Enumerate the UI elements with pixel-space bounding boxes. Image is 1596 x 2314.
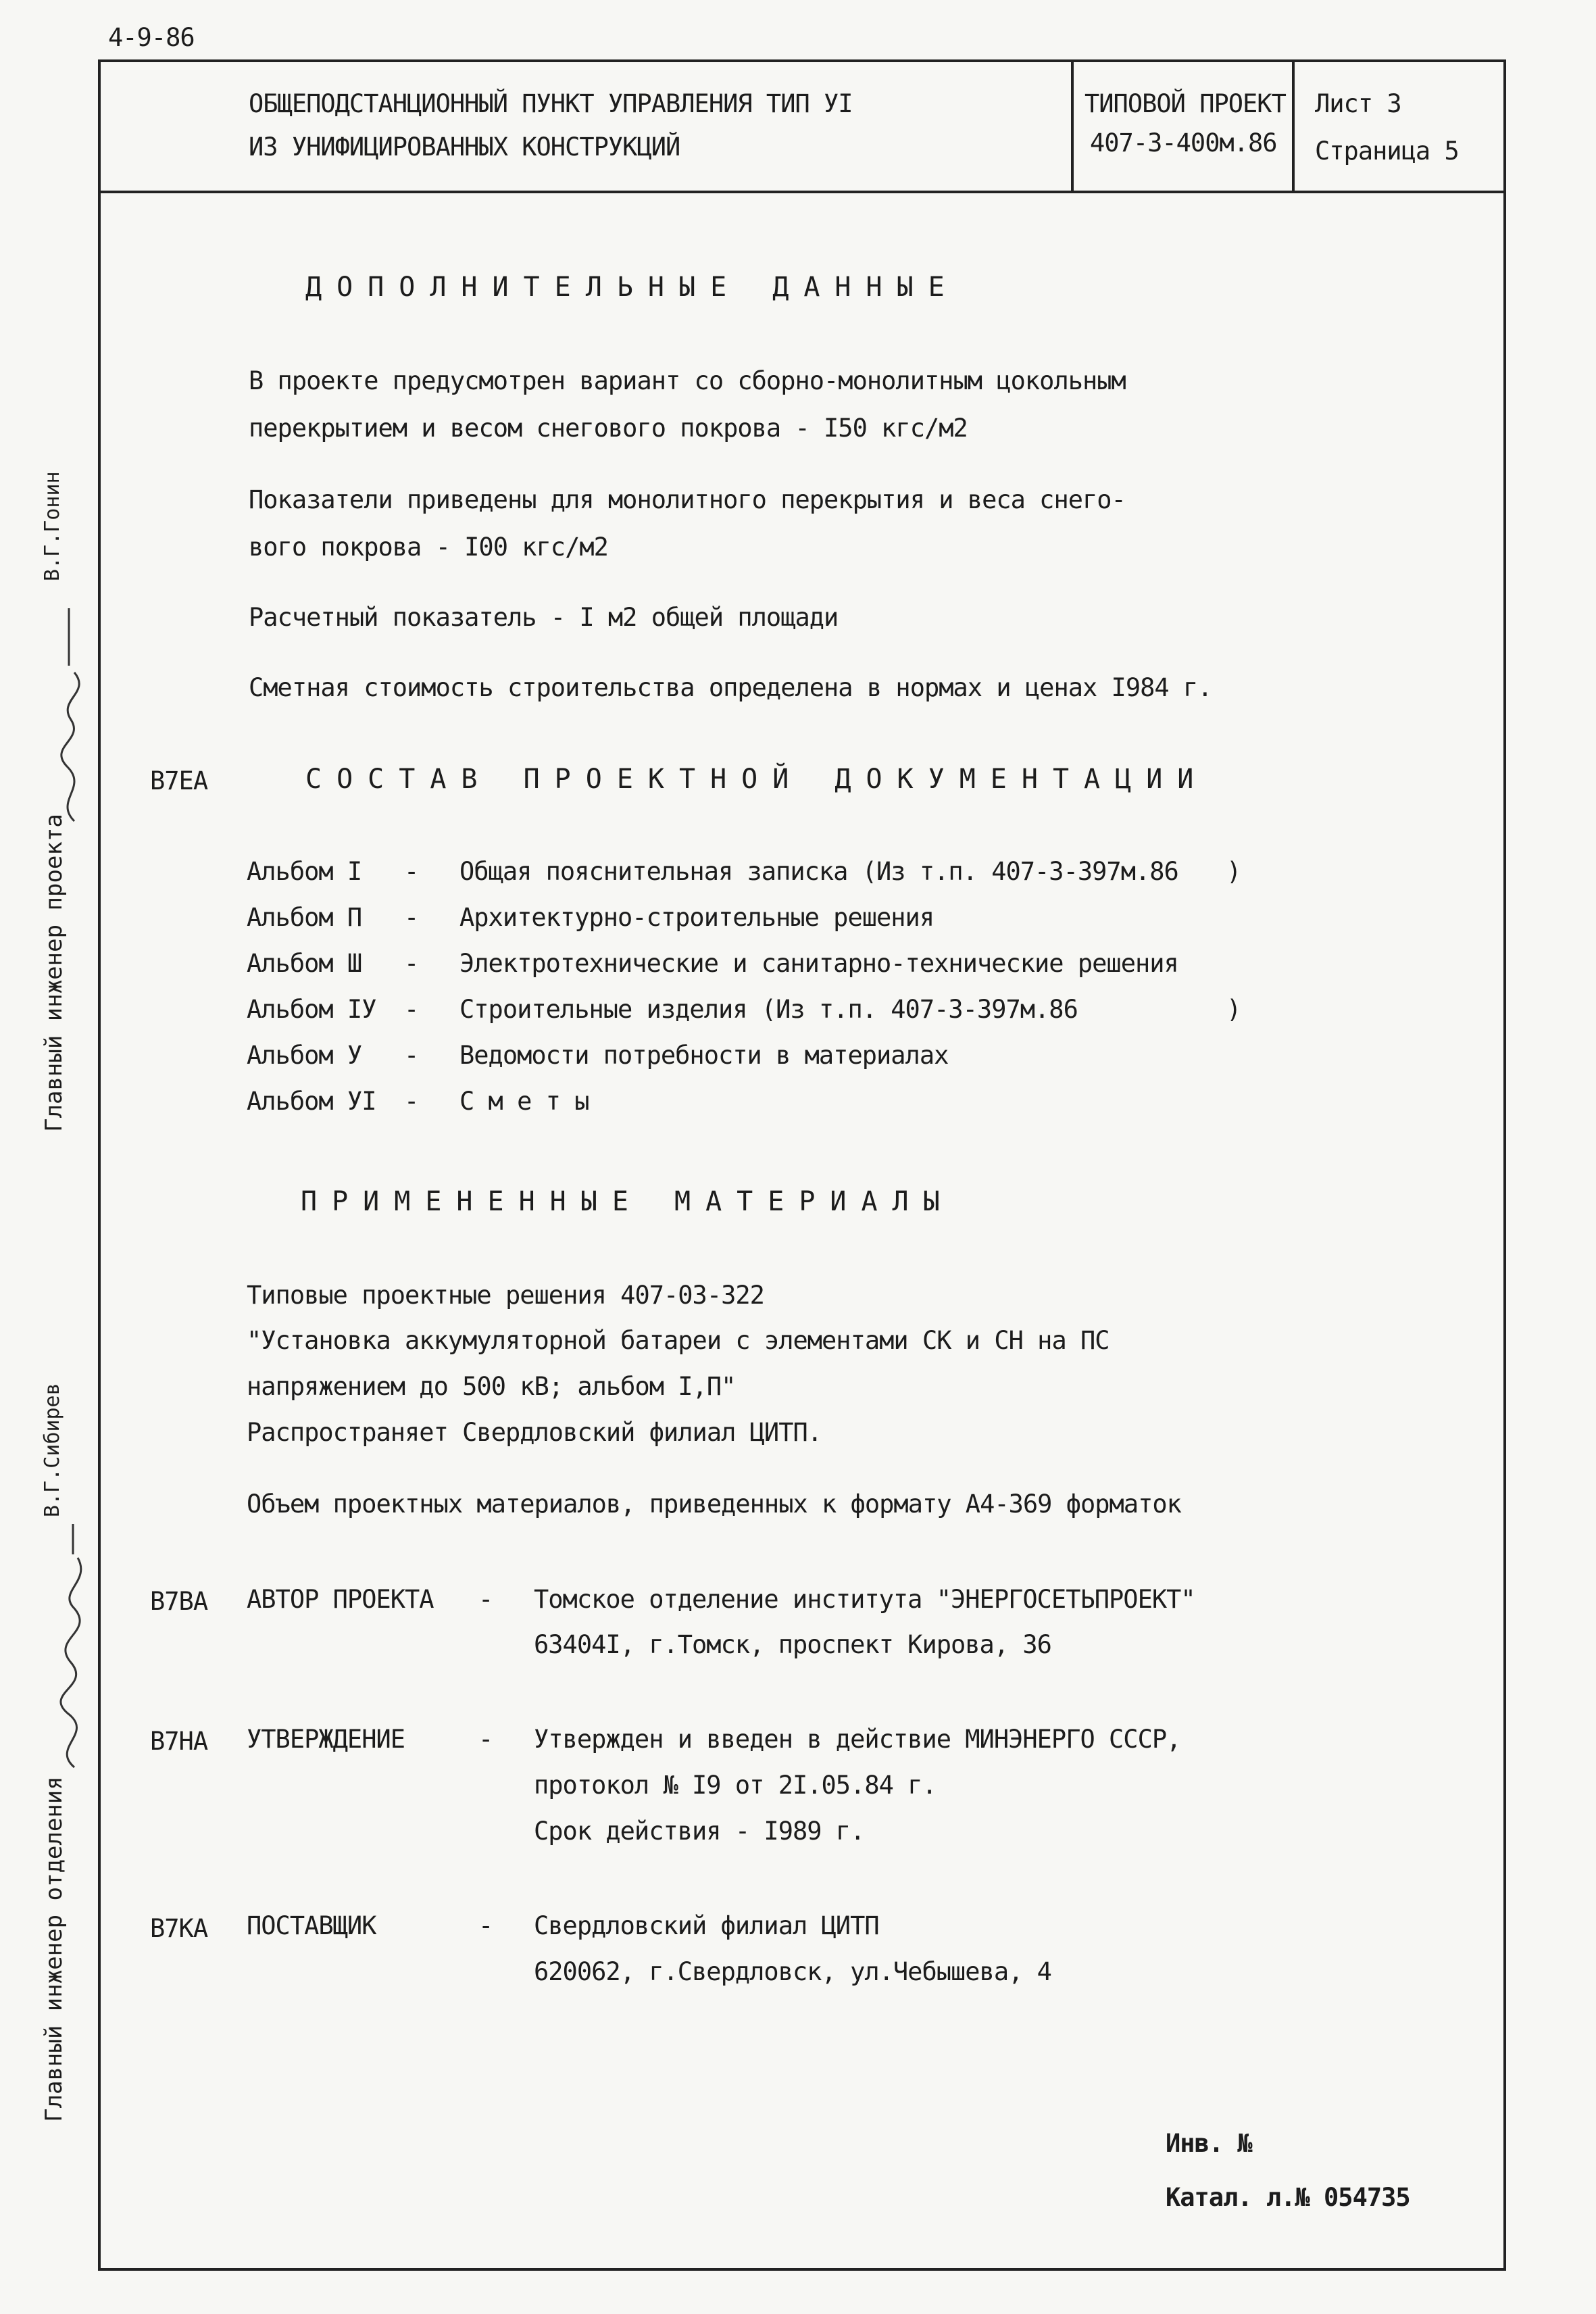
header-vline-2 (1292, 59, 1295, 192)
supplier-line1: Свердловский филиал ЦИТП (534, 1911, 879, 1940)
signature-chief-dept (27, 1517, 108, 1774)
header-vline-1 (1071, 59, 1074, 192)
materials-line4: Распространяет Свердловский филиал ЦИТП. (247, 1418, 822, 1447)
heading-additional-data: ДОПОЛНИТЕЛЬНЫЕ ДАННЫЕ (305, 272, 959, 303)
author-line1: Томское отделение института "ЭНЕРГОСЕТЬПРОЕКТ" (534, 1585, 1195, 1614)
album-name: Альбом УI (247, 1087, 376, 1116)
album-dash: - (404, 903, 419, 932)
album-name: Альбом Ш (247, 949, 362, 978)
album-name: Альбом I (247, 857, 362, 886)
materials-line1: Типовые проектные решения 407-03-322 (247, 1281, 764, 1310)
header-page: Страница 5 (1315, 137, 1459, 166)
margin-chief-dept-label: Главный инженер отделения (41, 1776, 68, 2122)
additional-p3: Расчетный показатель - I м2 общей площади (249, 603, 839, 632)
header-title-line2: ИЗ УНИФИЦИРОВАННЫХ КОНСТРУКЦИЙ (249, 132, 680, 162)
album-dash: - (404, 949, 419, 978)
author-line2: 63404I, г.Томск, проспект Кирова, 36 (534, 1630, 1051, 1659)
supplier-code: В7КА (150, 1914, 208, 1943)
header-title-line1: ОБЩЕПОДСТАНЦИОННЫЙ ПУНКТ УПРАВЛЕНИЯ ТИП УI (249, 89, 853, 118)
album-name: Альбом У (247, 1041, 362, 1070)
album-dash: - (404, 857, 419, 886)
album-description: Строительные изделия (Из т.п. 407-3-397м.86 (459, 995, 1078, 1024)
additional-p1-line1: В проекте предусмотрен вариант со сборно-монолитным цокольным (249, 366, 1126, 395)
materials-volume: Объем проектных материалов, приведенных к формату А4-369 форматок (247, 1490, 1181, 1519)
supplier-label: ПОСТАВЩИК (247, 1911, 376, 1940)
additional-p2-line1: Показатели приведены для монолитного перекрытия и веса снего- (249, 485, 1126, 514)
approval-line1: Утвержден и введен в действие МИНЭНЕРГО СССР, (534, 1725, 1181, 1754)
catalog-number: Катал. л.№ 054735 (1166, 2183, 1410, 2212)
album-dash: - (404, 1087, 419, 1116)
album-description: Общая пояснительная записка (Из т.п. 407-3-397м.86 (459, 857, 1178, 886)
heading-materials: ПРИМЕНЕННЫЕ МАТЕРИАЛЫ (301, 1186, 955, 1217)
supplier-line2: 620062, г.Свердловск, ул.Чебышева, 4 (534, 1957, 1051, 1986)
header-divider (98, 191, 1506, 193)
approval-line2: протокол № I9 от 2I.05.84 г. (534, 1771, 937, 1800)
album-dash: - (404, 1041, 419, 1070)
approval-label: УТВЕРЖДЕНИЕ (247, 1725, 405, 1754)
supplier-dash: - (478, 1911, 493, 1940)
approval-dash: - (478, 1725, 493, 1754)
album-name: Альбом П (247, 903, 362, 932)
album-close-paren: ) (1226, 857, 1241, 886)
approval-code: В7НА (150, 1727, 208, 1756)
additional-p2-line2: вого покрова - I00 кгс/м2 (249, 533, 608, 562)
approval-line3: Срок действия - I989 г. (534, 1817, 865, 1846)
materials-line2: "Установка аккумуляторной батареи с элементами СК и СН на ПС (247, 1326, 1109, 1355)
additional-p1-line2: перекрытием и весом снегового покрова - I50 кгс/м2 (249, 414, 968, 443)
materials-line3: напряжением до 500 кВ; альбом I,П" (247, 1372, 736, 1401)
header-sheet: Лист 3 (1315, 89, 1401, 118)
additional-p4: Сметная стоимость строительства определена в нормах и ценах I984 г. (249, 673, 1212, 702)
author-code: В7ВА (150, 1587, 208, 1616)
author-dash: - (478, 1585, 493, 1614)
header-project-line1: ТИПОВОЙ ПРОЕКТ (1084, 89, 1286, 118)
album-description: Архитектурно-строительные решения (459, 903, 934, 932)
author-label: АВТОР ПРОЕКТА (247, 1585, 434, 1614)
docs-code: В7ЕА (150, 766, 208, 795)
signature-chief-project (27, 598, 101, 828)
margin-chief-dept-name: В.Г.Сибирев (41, 1383, 64, 1517)
album-name: Альбом IУ (247, 995, 376, 1024)
album-dash: - (404, 995, 419, 1024)
album-description: Электротехнические и санитарно-технические решения (459, 949, 1178, 978)
margin-chief-project-name: В.Г.Гонин (41, 471, 64, 581)
album-description: С м е т ы (459, 1087, 589, 1116)
inventory-number: Инв. № (1166, 2129, 1252, 2158)
heading-documentation: СОСТАВ ПРОЕКТНОЙ ДОКУМЕНТАЦИИ (305, 764, 1209, 795)
album-description: Ведомости потребности в материалах (459, 1041, 949, 1070)
header-project-line2: 407-3-400м.86 (1090, 128, 1277, 157)
doc-code: 4-9-86 (108, 23, 195, 52)
margin-chief-project-label: Главный инженер проекта (41, 814, 68, 1132)
album-close-paren: ) (1226, 995, 1241, 1024)
